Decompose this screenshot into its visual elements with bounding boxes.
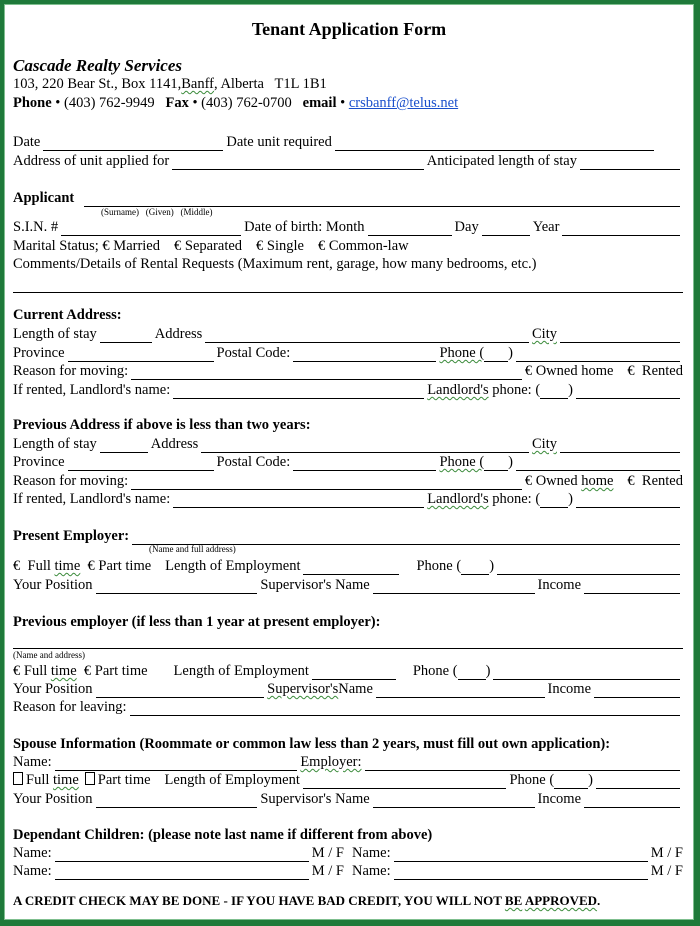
single-option[interactable]: € Single xyxy=(256,238,304,254)
current-landlord-label: If rented, Landlord's name: xyxy=(13,382,171,398)
previous-phone-label: Phone ( xyxy=(439,454,485,470)
company-address-banff: Banff xyxy=(181,76,214,92)
previous-length-employment-field[interactable] xyxy=(312,666,396,680)
company-phone: • (403) 762-9949 xyxy=(51,95,166,111)
previous-address-heading: Previous Address if above is less than two years: xyxy=(13,417,311,433)
children-heading-row xyxy=(13,827,683,844)
current-province-row xyxy=(13,345,683,362)
previous-landlord-row xyxy=(13,491,683,508)
current-landlord-field[interactable] xyxy=(173,385,424,399)
previous-employer-field[interactable] xyxy=(13,648,683,649)
spouse-phone-label: Phone ( xyxy=(509,772,555,788)
present-length-employment-field[interactable] xyxy=(303,561,399,575)
previous-address-label: Address xyxy=(150,436,199,452)
previous-city-field[interactable] xyxy=(560,439,680,453)
date-field[interactable] xyxy=(43,137,223,151)
credit-check-be: BE xyxy=(504,893,523,908)
current-length-label: Length of stay xyxy=(13,326,97,342)
current-city-field[interactable] xyxy=(560,329,680,343)
child-gender-option[interactable]: M / F xyxy=(650,845,683,861)
spouse-part-time-option[interactable] xyxy=(85,772,151,789)
previous-owned-home: home xyxy=(581,473,614,489)
previous-supervisor-field[interactable] xyxy=(376,684,545,698)
present-supervisor-field[interactable] xyxy=(373,580,535,594)
company-email-link[interactable]: crsbanff@telus.net xyxy=(348,95,459,111)
spouse-phone-close: ) xyxy=(588,772,593,788)
spouse-name-field[interactable] xyxy=(55,757,298,771)
dob-day-field[interactable] xyxy=(482,222,530,236)
company-fax: • (403) 762-0700 xyxy=(188,95,303,111)
previous-length-field[interactable] xyxy=(100,439,148,453)
company-address-row xyxy=(13,76,683,93)
phone-label: Phone xyxy=(13,95,52,111)
reason-leaving-field[interactable] xyxy=(130,702,680,716)
child-name-label: Name: xyxy=(13,845,52,861)
spouse-phone-field[interactable] xyxy=(596,775,680,789)
current-owned-option[interactable]: € Owned home xyxy=(524,363,614,379)
company-name: Cascade Realty Services xyxy=(13,56,183,75)
children-heading: Dependant Children: (please note last name if different from above) xyxy=(13,827,433,843)
previous-length-row xyxy=(13,436,683,453)
previous-province-row xyxy=(13,454,683,471)
previous-length-label: Length of stay xyxy=(13,436,97,452)
child-row xyxy=(13,845,683,862)
current-phone-close: ) xyxy=(508,345,513,361)
previous-employer-hint: (Name and address) xyxy=(13,650,85,660)
present-income-field[interactable] xyxy=(584,580,680,594)
current-address-field[interactable] xyxy=(205,329,529,343)
current-landlord-phone-area-field[interactable] xyxy=(540,385,568,399)
present-position-field[interactable] xyxy=(96,580,258,594)
present-employer-heading: Present Employer: xyxy=(13,528,130,544)
spouse-position-label: Your Position xyxy=(13,791,93,807)
present-employment-type-row xyxy=(13,558,683,575)
child-name-label: Name: xyxy=(352,845,391,861)
dob-year-field[interactable] xyxy=(562,222,680,236)
marital-label: Marital Status; xyxy=(13,238,103,254)
spouse-employer-field[interactable] xyxy=(365,757,680,771)
previous-full-time-prefix[interactable]: € Full xyxy=(13,663,51,679)
current-landlord-phone-field[interactable] xyxy=(576,385,680,399)
credit-check-approved: APPROVED xyxy=(524,893,598,908)
present-position-row xyxy=(13,577,683,594)
current-reason-row xyxy=(13,363,683,380)
email-label: email xyxy=(302,95,337,111)
married-option[interactable]: € Married xyxy=(102,238,160,254)
current-city-label: City xyxy=(532,326,557,342)
child-gender-option[interactable]: M / F xyxy=(311,845,344,861)
address-applied-label: Address of unit applied for xyxy=(13,153,170,169)
comments-row xyxy=(13,256,683,273)
previous-position-row xyxy=(13,681,683,698)
spouse-income-label: Income xyxy=(537,791,582,807)
previous-length-employment-label: Length of Employment xyxy=(173,663,309,679)
present-phone-field[interactable] xyxy=(497,561,680,575)
applicant-name-field[interactable] xyxy=(84,193,680,207)
previous-position-field[interactable] xyxy=(96,684,265,698)
present-part-time-option[interactable]: € Part time xyxy=(80,558,152,574)
child-name-field[interactable] xyxy=(394,866,648,880)
form-title: Tenant Application Form xyxy=(251,19,447,39)
reason-leaving-row xyxy=(13,699,683,716)
present-full-time-option[interactable]: time xyxy=(54,558,81,574)
present-phone-label: Phone ( xyxy=(416,558,462,574)
present-supervisor-label: Supervisor's Name xyxy=(260,577,370,593)
address-applied-row xyxy=(13,153,683,170)
date-required-label: Date unit required xyxy=(226,134,332,150)
previous-landlord-phone-close: ) xyxy=(568,491,573,507)
dob-day-label: Day xyxy=(454,219,479,235)
previous-income-label: Income xyxy=(547,681,592,697)
previous-postal-label: Postal Code: xyxy=(216,454,291,470)
previous-landlord-phone-area-field[interactable] xyxy=(540,494,568,508)
current-address-heading-row xyxy=(13,307,683,324)
previous-owned-prefix[interactable]: € Owned xyxy=(524,473,582,489)
previous-employer-hint-row xyxy=(13,650,683,660)
previous-address-field[interactable] xyxy=(201,439,529,453)
present-employer-field[interactable] xyxy=(132,531,680,545)
current-province-label: Province xyxy=(13,345,65,361)
previous-position-label: Your Position xyxy=(13,681,93,697)
previous-phone-area-field[interactable] xyxy=(484,457,508,471)
previous-landlord-phone-field[interactable] xyxy=(576,494,680,508)
checkbox-icon[interactable] xyxy=(85,772,95,785)
previous-reason-label: Reason for moving: xyxy=(13,473,129,489)
applicant-heading: Applicant xyxy=(13,190,75,206)
current-reason-label: Reason for moving: xyxy=(13,363,129,379)
current-length-row xyxy=(13,326,683,343)
present-phone-area-field[interactable] xyxy=(461,561,489,575)
sin-field[interactable] xyxy=(61,222,241,236)
company-address: 103, 220 Bear St., Box 1141, xyxy=(13,76,182,92)
company-name-row xyxy=(13,57,683,74)
previous-full-time-option[interactable]: time xyxy=(50,663,77,679)
current-postal-label: Postal Code: xyxy=(216,345,291,361)
company-address-rest: , Alberta T1L 1B1 xyxy=(214,76,327,92)
email-bullet: • xyxy=(336,95,349,111)
spouse-length-employment-label: Length of Employment xyxy=(164,772,300,788)
comments-field[interactable] xyxy=(13,292,683,293)
separated-option[interactable]: € Separated xyxy=(174,238,243,254)
sin-row xyxy=(13,219,683,236)
previous-phone-close: ) xyxy=(508,454,513,470)
child-name-label: Name: xyxy=(352,863,391,879)
spouse-supervisor-label: Supervisor's Name xyxy=(260,791,370,807)
applicant-name-hint-row xyxy=(101,207,683,217)
previous-address-heading-row xyxy=(13,417,683,434)
present-employer-hint: (Name and full address) xyxy=(149,544,236,554)
previous-landlord-phone-rest: phone: ( xyxy=(488,491,541,507)
previous-employment-type-row xyxy=(13,663,683,680)
previous-province-label: Province xyxy=(13,454,65,470)
current-address-label: Address xyxy=(154,326,203,342)
previous-phone-label: Phone ( xyxy=(412,663,458,679)
previous-employer-heading: Previous employer (if less than 1 year at present employer): xyxy=(13,614,381,630)
spouse-position-field[interactable] xyxy=(96,794,258,808)
date-required-field[interactable] xyxy=(335,137,654,151)
previous-landlord-phone-label: Landlord's xyxy=(427,491,489,507)
current-phone-field[interactable] xyxy=(516,348,680,362)
previous-province-field[interactable] xyxy=(68,457,214,471)
applicant-name-hint: (Surname) (Given) (Middle) xyxy=(101,207,213,217)
current-province-field[interactable] xyxy=(68,348,214,362)
length-stay-label: Anticipated length of stay xyxy=(426,153,577,169)
current-phone-label: Phone ( xyxy=(439,345,485,361)
checkbox-icon[interactable] xyxy=(13,772,23,785)
spouse-name-label: Name: xyxy=(13,754,52,770)
previous-reason-row xyxy=(13,473,683,490)
child-name-field[interactable] xyxy=(55,866,309,880)
spouse-length-employment-field[interactable] xyxy=(303,775,507,789)
dob-year-label: Year xyxy=(532,219,560,235)
spouse-employer-label: Employer: xyxy=(300,754,362,770)
previous-rented-option[interactable]: € Rented xyxy=(627,473,683,489)
current-landlord-phone-label: Landlord's xyxy=(427,382,489,398)
previous-supervisor-label: Supervisor's xyxy=(267,681,339,697)
applicant-row xyxy=(13,190,683,207)
common-law-option[interactable]: € Common-law xyxy=(317,238,409,254)
child-name-field[interactable] xyxy=(394,848,648,862)
current-postal-field[interactable] xyxy=(293,348,436,362)
current-landlord-row xyxy=(13,382,683,399)
sin-label: S.I.N. # xyxy=(13,219,59,235)
present-position-label: Your Position xyxy=(13,577,93,593)
previous-phone-field[interactable] xyxy=(516,457,680,471)
child-name-label: Name: xyxy=(13,863,52,879)
current-rented-option[interactable]: € Rented xyxy=(627,363,683,379)
present-income-label: Income xyxy=(537,577,582,593)
fax-label: Fax xyxy=(165,95,189,111)
application-form-page xyxy=(4,4,694,920)
spouse-part-time-label: Part time xyxy=(97,772,151,788)
date-label: Date xyxy=(13,134,41,150)
spouse-full-time-option[interactable] xyxy=(13,772,79,789)
spouse-heading: Spouse Information (Roommate or common law less than 2 years, must fill out own application): xyxy=(13,736,611,752)
child-row xyxy=(13,863,683,880)
previous-phone-field[interactable] xyxy=(493,666,680,680)
present-phone-close: ) xyxy=(489,558,495,574)
present-employer-row xyxy=(13,528,683,545)
previous-supervisor-rest: Name xyxy=(338,681,373,697)
child-gender-option[interactable]: M / F xyxy=(650,863,683,879)
current-length-field[interactable] xyxy=(100,329,152,343)
spouse-supervisor-field[interactable] xyxy=(373,794,535,808)
current-landlord-phone-rest: phone: ( xyxy=(488,382,541,398)
length-stay-field[interactable] xyxy=(580,156,680,170)
spouse-position-row xyxy=(13,791,683,808)
comments-label: Comments/Details of Rental Requests (Maximum rent, garage, how many bedrooms, etc.) xyxy=(13,256,537,272)
spouse-phone-area-field[interactable] xyxy=(554,775,588,789)
spouse-income-field[interactable] xyxy=(584,794,680,808)
previous-city-label: City xyxy=(532,436,557,452)
previous-reason-field[interactable] xyxy=(131,476,522,490)
current-landlord-phone-close: ) xyxy=(568,382,573,398)
previous-phone-close: ) xyxy=(485,663,491,679)
previous-part-time-option[interactable]: € Part time xyxy=(76,663,148,679)
previous-employer-heading-row xyxy=(13,614,683,631)
current-address-heading: Current Address: xyxy=(13,307,122,323)
previous-landlord-label: If rented, Landlord's name: xyxy=(13,491,171,507)
dob-month-label: Date of birth: Month xyxy=(244,219,365,235)
previous-phone-area-field[interactable] xyxy=(458,666,486,680)
previous-landlord-field[interactable] xyxy=(173,494,424,508)
previous-postal-field[interactable] xyxy=(293,457,436,471)
address-applied-field[interactable] xyxy=(172,156,424,170)
date-row xyxy=(13,134,683,151)
spouse-full-time-label: time xyxy=(53,772,79,788)
current-reason-field[interactable] xyxy=(131,366,522,380)
spouse-full-time-prefix: Full xyxy=(26,772,53,788)
current-phone-area-field[interactable] xyxy=(484,348,508,362)
credit-check-notice: A CREDIT CHECK MAY BE DONE - IF YOU HAVE BAD CREDIT, YOU WILL NOT BE APPROVED. xyxy=(13,893,601,908)
previous-income-field[interactable] xyxy=(594,684,680,698)
spouse-heading-row xyxy=(13,736,683,753)
company-contact-row xyxy=(13,95,683,112)
spouse-name-row xyxy=(13,754,683,771)
marital-row xyxy=(13,238,683,255)
child-gender-option[interactable]: M / F xyxy=(311,863,344,879)
child-name-field[interactable] xyxy=(55,848,309,862)
present-length-employment-label: Length of Employment xyxy=(165,558,301,574)
spouse-employment-type-row xyxy=(13,772,683,789)
credit-check-text: A CREDIT CHECK MAY BE DONE - IF YOU HAVE BAD CREDIT, YOU WILL NOT xyxy=(13,893,505,908)
present-full-time-prefix[interactable]: € Full xyxy=(13,558,55,574)
dob-month-field[interactable] xyxy=(368,222,452,236)
reason-leaving-label: Reason for leaving: xyxy=(13,699,127,715)
present-employer-hint-row xyxy=(149,544,683,554)
